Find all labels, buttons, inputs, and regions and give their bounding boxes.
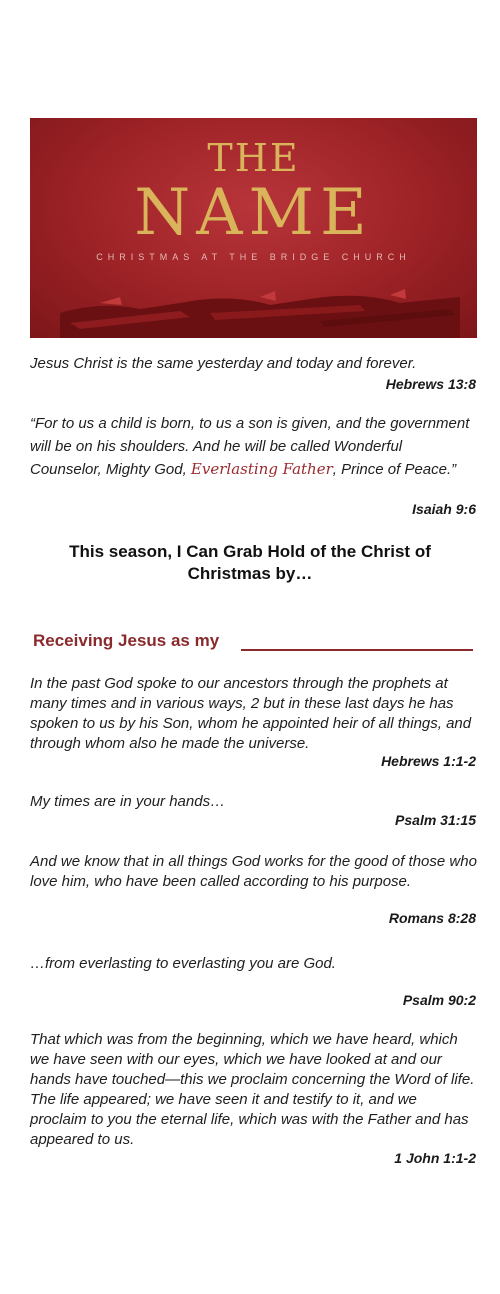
verse-text: That which was from the beginning, which we have heard, which we have seen with our eyes, which we have looked at and our hands have touched—this we proclaim concerning the Word of life. The life appeared; we have seen it and testify to it, and we proclaim to you the eternal life, which was with the Father and has appeared to us. <box>30 1031 475 1148</box>
verse-reference: Isaiah 9:6 <box>412 501 476 517</box>
verse-reference: Hebrews 13:8 <box>385 376 476 392</box>
banner-title-the: THE <box>207 136 300 180</box>
fill-in-blank-heading <box>33 631 473 651</box>
verse-text: …from everlasting to everlasting you are God. <box>30 955 336 972</box>
sermon-banner <box>30 118 477 338</box>
everlasting-father-highlight: Everlasting Father <box>190 460 333 478</box>
verse-text: “For to us a child is born, to us a son is given, and the government will be on his shoulders. And he will be called Wonderful Counselor, Mighty God, Everlasting Father, Prince of Peace.” <box>30 415 470 478</box>
verse-text: My times are in your hands… <box>30 793 226 810</box>
fill-in-blank-line <box>241 649 473 651</box>
fill-in-label: Receiving Jesus as my <box>33 631 220 650</box>
verse-reference: Psalm 31:15 <box>395 812 476 828</box>
verse-reference: Hebrews 1:1-2 <box>381 753 476 769</box>
verse-text: Jesus Christ is the same yesterday and today and forever. <box>30 355 417 372</box>
verse-text: And we know that in all things God works for the good of those who love him, who have been called according to his purpose. <box>30 853 477 890</box>
section-heading: This season, I Can Grab Hold of the Christ of Christmas by… <box>69 542 431 583</box>
banner-subtitle: CHRISTMAS AT THE BRIDGE CHURCH <box>96 252 411 262</box>
banner-title-name: NAME <box>134 176 373 250</box>
verse-reference: Romans 8:28 <box>388 910 476 926</box>
verse-reference: Psalm 90:2 <box>402 992 476 1008</box>
verse-reference: 1 John 1:1-2 <box>394 1150 476 1166</box>
verse-text: In the past God spoke to our ancestors through the prophets at many times and in various ways, 2 but in these last days he has spoken to us by his Son, whom he appointed heir of all things, and through whom also he made the universe. <box>30 675 472 752</box>
manger-illustration <box>60 283 460 338</box>
